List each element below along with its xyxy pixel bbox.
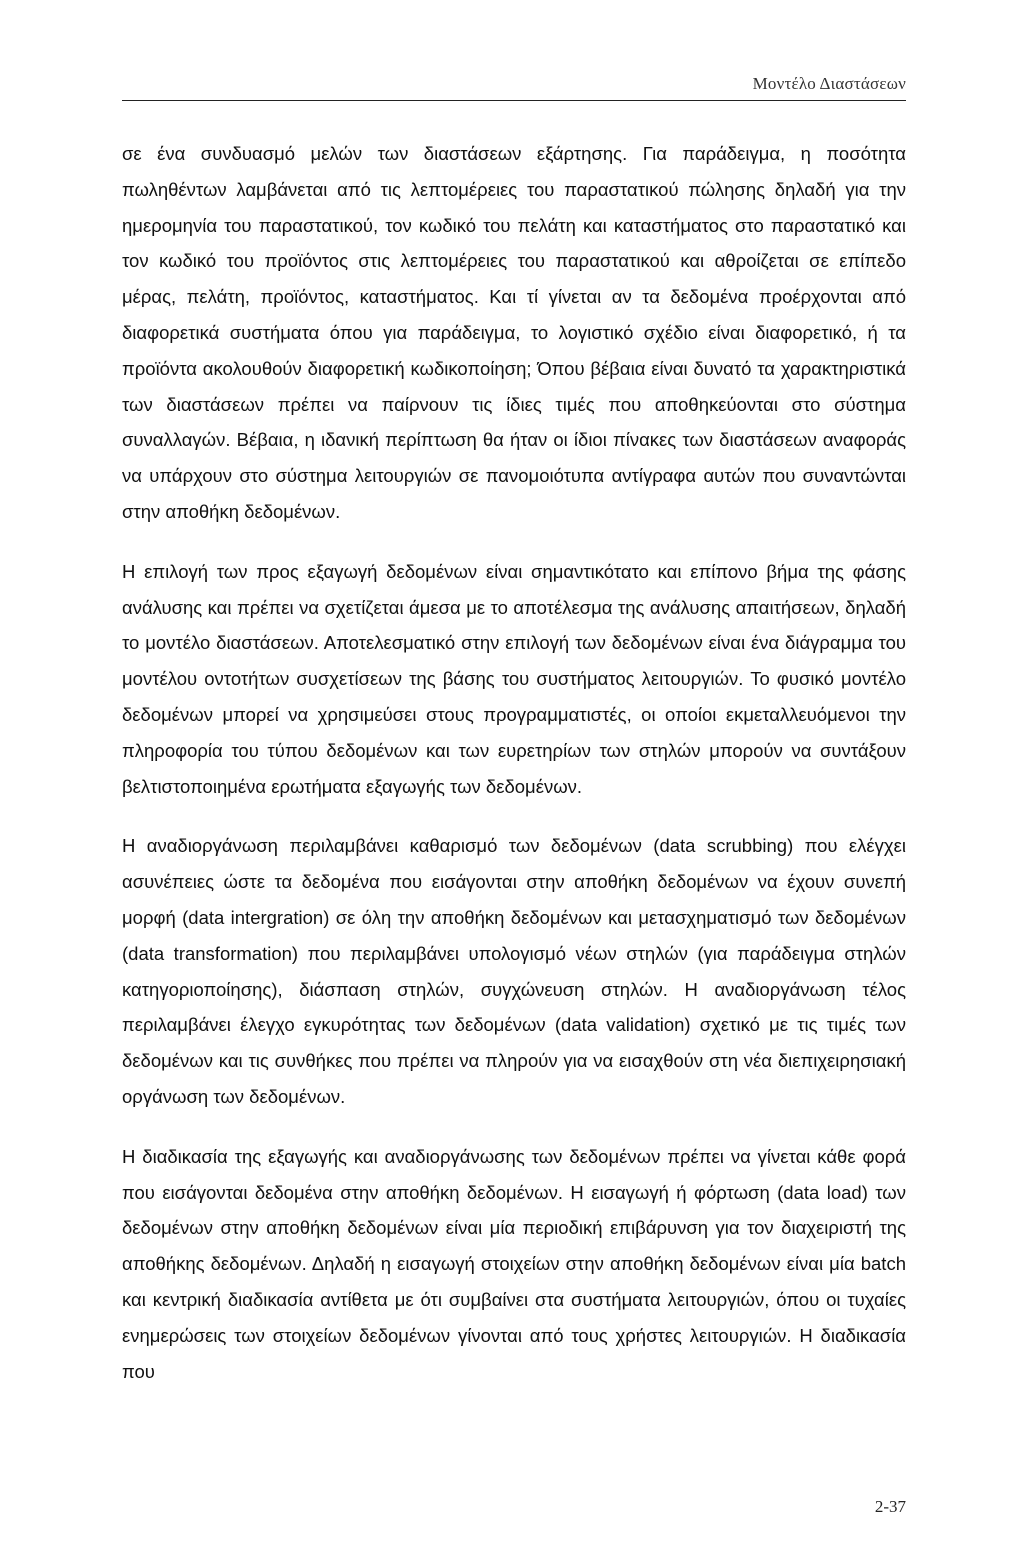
paragraph: σε ένα συνδυασμό μελών των διαστάσεων εξάρτησης. Για παράδειγμα, η ποσότητα πωληθέντων λαμβάνεται από τις λεπτομέρειες του παραστατικού πώλησης δηλαδή για την ημερομηνία του παραστατικού, τον κωδικό του πελάτη και καταστήματος στο παραστατικό και τον κωδικό του προϊόντος στις λεπτομέρειες του παραστατικού και αθροίζεται σε επίπεδο μέρας, πελάτη, προϊόντος, καταστήματος. Και τί γίνεται αν τα δεδομένα προέρχονται από διαφορετικά συστήματα όπου για παράδειγμα, το λογιστικό σχέδιο είναι διαφορετικό, ή τα προϊόντα ακολουθούν διαφορετική κωδικοποίηση; Όπου βέβαια είναι δυνατό τα χαρακτηριστικά των διαστάσεων πρέπει να παίρνουν τις ίδιες τιμές που αποθηκεύονται στο σύστημα συναλλαγών. Βέβαια, η ιδανική περίπτωση θα ήταν οι ίδιοι πίνακες των διαστάσεων αναφοράς να υπάρχουν στο σύστημα λειτουργιών σε πανομοιότυπα αντίγραφα αυτών που συναντώνται στην αποθήκη δεδομένων.	[122, 143, 906, 522]
header-divider	[122, 100, 906, 101]
paragraph: Η διαδικασία της εξαγωγής και αναδιοργάνωσης των δεδομένων πρέπει να γίνεται κάθε φορά που εισάγονται δεδομένα στην αποθήκη δεδομένων. Η εισαγωγή ή φόρτωση (data load) των δεδομένων στην αποθήκη δεδομένων είναι μία περιοδική επιβάρυνση για τον διαχειριστή της αποθήκης δεδομένων. Δηλαδή η εισαγωγή στοιχείων στην αποθήκη δεδομένων είναι μία batch και κεντρική διαδικασία αντίθετα με ότι συμβαίνει στα συστήματα λειτουργιών, όπου οι τυχαίες ενημερώσεις των στοιχείων δεδομένων γίνονται από τους χρήστες λειτουργιών. Η διαδικασία που	[122, 1145, 906, 1382]
page-header	[122, 66, 906, 102]
page-number: 2-37	[874, 1497, 906, 1516]
document-body	[122, 136, 906, 1389]
paragraph: Η αναδιοργάνωση περιλαμβάνει καθαρισμό των δεδομένων (data scrubbing) που ελέγχει ασυνέπειες ώστε τα δεδομένα που εισάγονται στην αποθήκη δεδομένων να έχουν συνεπή μορφή (data intergration) σε όλη την αποθήκη δεδομένων και μετασχηματισμό των δεδομένων (data transformation) που περιλαμβάνει υπολογισμό νέων στηλών (για παράδειγμα στηλών κατηγοριοποίησης), διάσπαση στηλών, συγχώνευση στηλών. Η αναδιοργάνωση τέλος περιλαμβάνει έλεγχο εγκυρότητας των δεδομένων (data validation) σχετικό με τις τιμές των δεδομένων και τις συνθήκες που πρέπει να πληρούν για να εισαχθούν στη νέα διεπιχειρησιακή οργάνωση των δεδομένων.	[122, 835, 906, 1107]
paragraph: Η επιλογή των προς εξαγωγή δεδομένων είναι σημαντικότατο και επίπονο βήμα της φάσης ανάλυσης και πρέπει να σχετίζεται άμεσα με το αποτέλεσμα της ανάλυσης απαιτήσεων, δηλαδή το μοντέλο διαστάσεων. Αποτελεσματικό στην επιλογή των δεδομένων είναι ένα διάγραμμα του μοντέλου οντοτήτων συσχετίσεων της βάσης του συστήματος λειτουργιών. Το φυσικό μοντέλο δεδομένων μπορεί να χρησιμεύσει στους προγραμματιστές, οι οποίοι εκμεταλλευόμενοι την πληροφορία του τύπου δεδομένων και των ευρετηρίων των στηλών μπορούν να συντάξουν βελτιστοποιημένα ερωτήματα εξαγωγής των δεδομένων.	[122, 560, 906, 797]
header-title: Μοντέλο Διαστάσεων	[752, 74, 906, 93]
